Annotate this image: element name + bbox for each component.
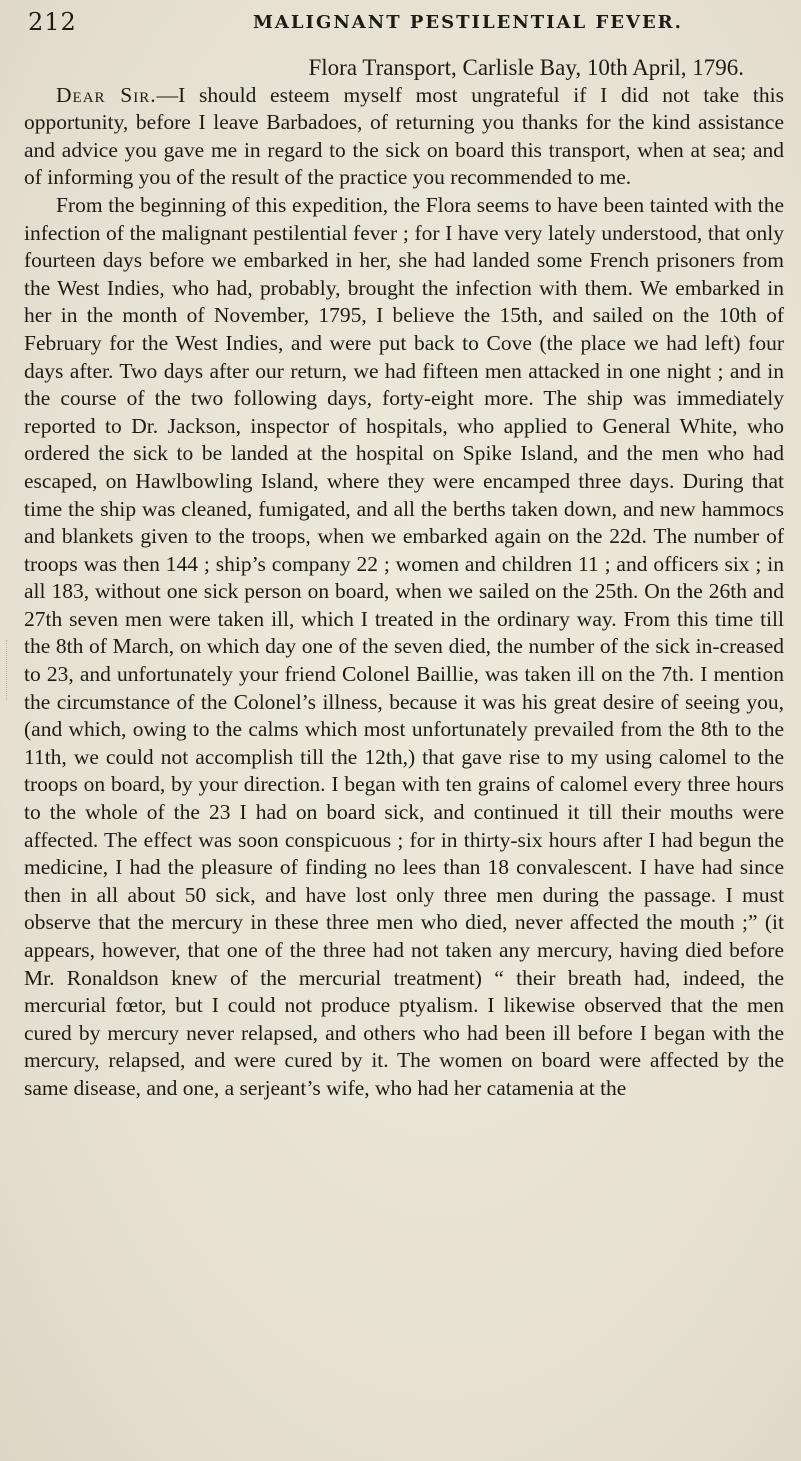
running-head: MALIGNANT PESTILENTIAL FEVER. [253,12,683,33]
margin-mark [6,640,17,700]
letter-paragraph-2: From the beginning of this expedition, the Flora seems to have been tainted with the infection of the malignant pestilential fever ; for I have very lately understood, that only fourteen days before we embarked in her, she had landed some French prisoners from the West Indies, who had, probably, brought the infection with them. We embarked in her in the month of November, 1795, I believe the 15th, and sailed on the 10th of February for the West Indies, and were put back to Cove (the place we had left) four days after. Two days after our return, we had fifteen men attacked in one night ; and in the course of the two following days, forty-eight more. The ship was immediately reported to Dr. Jackson, inspector of hospitals, who applied to General White, who ordered the sick to be landed at the hospital on Spike Island, and the men who had escaped, on Hawlbowling Island, where they were encamped three days. During that time the ship was cleaned, fumigated, and all the berths taken down, and new hammocs and blankets given to the troops, when we embarked again on the 22d. The number of troops was then 144 ; ship’s company 22 ; women and children 11 ; and officers six ; in all 183, without one sick person on board, when we sailed on the 25th. On the 26th and 27th seven men were taken ill, which I treated in the ordinary way. From this time till the 8th of March, on which day one of the seven died, the number of the sick in-creased to 23, and unfortunately your friend Colonel Baillie, was taken ill on the 7th. I mention the circumstance of the Colonel’s illness, because it was his great desire of seeing you, (and which, owing to the calms which most unfortunately prevailed from the 8th to the 11th, we could not accomplish till the 12th,) that gave rise to my using calomel to the troops on board, by your direction. I began with ten grains of calomel every three hours to the whole of the 23 I had on board sick, and continued it till their mouths were affected. The effect was soon conspicuous ; for in thirty-six hours after I had begun the medicine, I had the pleasure of finding no lees than 18 convalescent. I have had since then in all about 50 sick, and have lost only three men during the passage. I must observe that the mercury in these three men who died, never affected the mouth ;” (it appears, however, that one of the three had not taken any mercury, having died before Mr. Ronaldson knew of the mercurial treatment) “ their breath had, indeed, the mercurial fœtor, but I could not produce ptyalism. I likewise observed that the men cured by mercury never relapsed, and others who had been ill before I began with the mercury, relapsed, and were cured by it. The women on board were affected by the same disease, and one, a serjeant’s wife, who had her catamenia at the [24,192,784,1100]
page-header [28,8,768,44]
letter-salutation: Dear Sir. [56,82,157,107]
paragraph-1-text: —I should esteem myself most ungrateful if I did not take this opportunity, before I leave Barbadoes, of returning you thanks for the kind assistance and advice you gave me in regard to the sick on board this transport, when at sea; and of informing you of the result of the practice you recommended to me. [24,82,784,190]
letter-dateline: Flora Transport, Carlisle Bay, 10th April, 1796. [308,55,744,80]
letter-paragraph-1 [24,82,784,192]
page-number: 212 [28,8,77,36]
letter-body [24,54,784,1103]
